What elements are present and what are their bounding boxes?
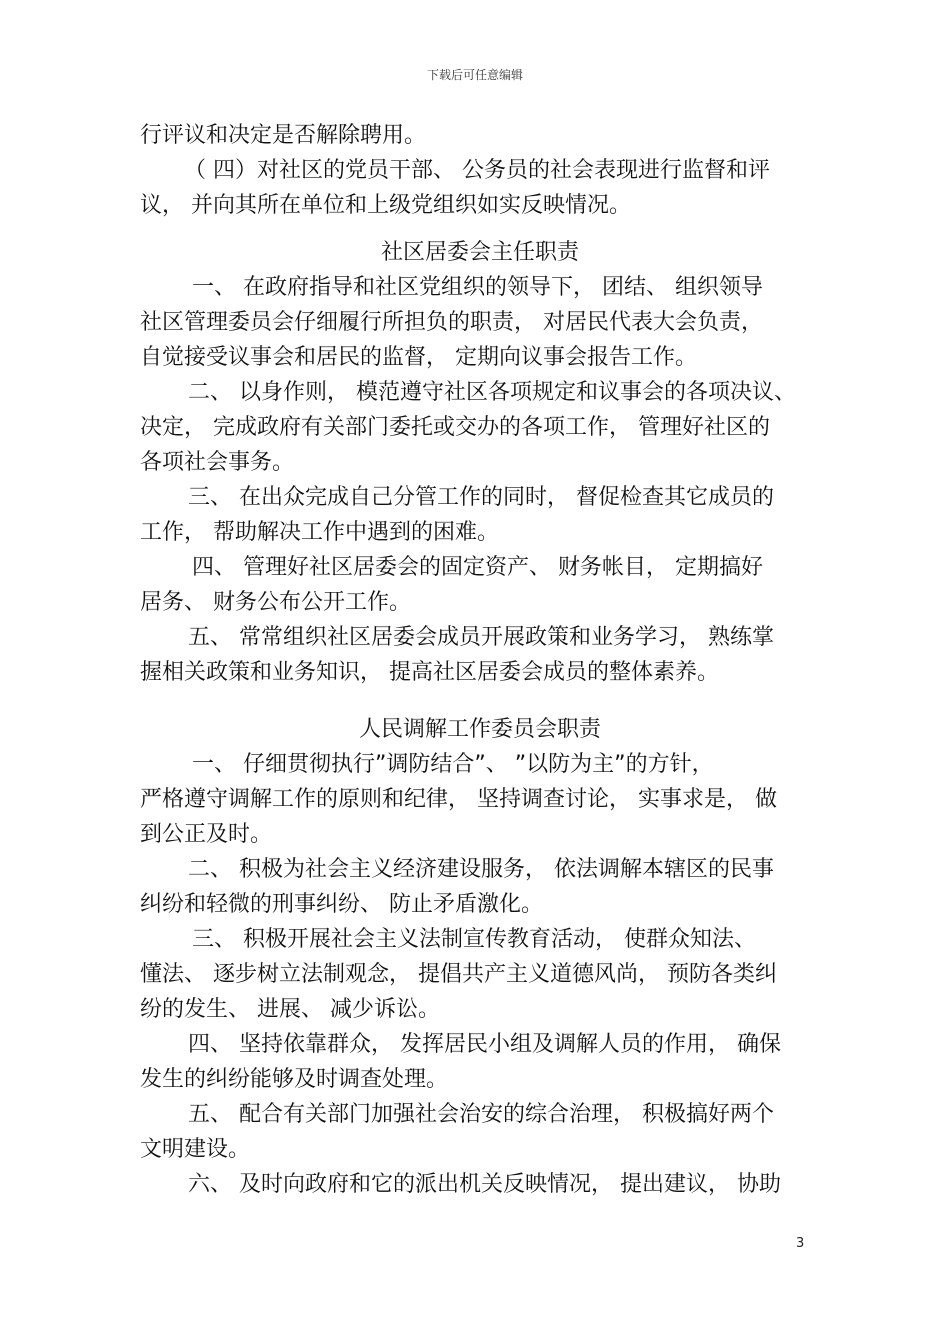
document-body — [140, 118, 820, 1202]
paragraph-line: 握相关政策和业务知识， 提高社区居委会成员的整体素养。 — [140, 660, 719, 685]
paragraph-line: 五、 配合有关部门加强社会治安的综合治理， 积极搞好两个 — [188, 1102, 774, 1127]
paragraph-line: 懂法、 逐步树立法制观念， 提倡共产主义道德风尚， 预防各类纠 — [140, 962, 777, 987]
paragraph-line: 严格遵守调解工作的原则和纪律， 坚持调查讨论， 实事求是， 做 — [140, 787, 777, 812]
paragraph-line: 三、 积极开展社会主义法制宣传教育活动， 使群众知法、 — [192, 927, 756, 952]
paragraph-line: 工作， 帮助解决工作中遇到的困难。 — [140, 520, 499, 545]
paragraph-line: 议， 并向其所在单位和上级党组织如实反映情况。 — [140, 193, 631, 218]
paragraph-line: 一、 在政府指导和社区党组织的领导下， 团结、 组织领导 — [192, 275, 763, 300]
paragraph-line: 纠纷和轻微的刑事纠纷、 防止矛盾激化。 — [140, 892, 543, 917]
page-header: 下载后可任意编辑 — [426, 68, 523, 82]
paragraph-line: 居务、 财务公布公开工作。 — [140, 590, 411, 615]
paragraph-line: 决定， 完成政府有关部门委托或交办的各项工作， 管理好社区的 — [140, 415, 770, 440]
paragraph-line: 自觉接受议事会和居民的监督， 定期向议事会报告工作。 — [140, 345, 697, 370]
paragraph-line: 纷的发生、 进展、 减少诉讼。 — [140, 997, 440, 1022]
paragraph-line: 二、 积极为社会主义经济建设服务， 依法调解本辖区的民事 — [188, 857, 774, 882]
paragraph-line: （ 四）对社区的党员干部、 公务员的社会表现进行监督和评 — [184, 158, 770, 183]
paragraph-line: 三、 在出众完成自己分管工作的同时， 督促检查其它成员的 — [188, 485, 774, 510]
page-number: 3 — [796, 1236, 805, 1251]
section-title: 社区居委会主任职责 — [380, 240, 579, 265]
paragraph-line: 发生的纠纷能够及时调查处理。 — [140, 1067, 449, 1092]
paragraph-line: 文明建设。 — [140, 1137, 251, 1162]
paragraph-line: 四、 坚持依靠群众， 发挥居民小组及调解人员的作用， 确保 — [188, 1032, 781, 1057]
paragraph-line: 五、 常常组织社区居委会成员开展政策和业务学习， 熟练掌 — [188, 625, 774, 650]
paragraph-line: 行评议和决定是否解除聘用。 — [140, 123, 427, 148]
paragraph-line: 社区管理委员会仔细履行所担负的职责， 对居民代表大会负责， — [140, 310, 763, 335]
paragraph-line: 到公正及时。 — [140, 822, 273, 847]
paragraph-line: 各项社会事务。 — [140, 450, 295, 475]
paragraph-line: 一、 仔细贯彻执行”调防结合”、 ”以防为主”的方针， — [192, 752, 714, 777]
paragraph-line: 四、 管理好社区居委会的固定资产、 财务帐目， 定期搞好 — [192, 555, 763, 580]
section-title: 人民调解工作委员会职责 — [358, 717, 601, 742]
paragraph-line: 二、 以身作则， 模范遵守社区各项规定和议事会的各项决议、 — [188, 380, 796, 405]
paragraph-line: 六、 及时向政府和它的派出机关反映情况， 提出建议， 协助 — [188, 1172, 781, 1197]
